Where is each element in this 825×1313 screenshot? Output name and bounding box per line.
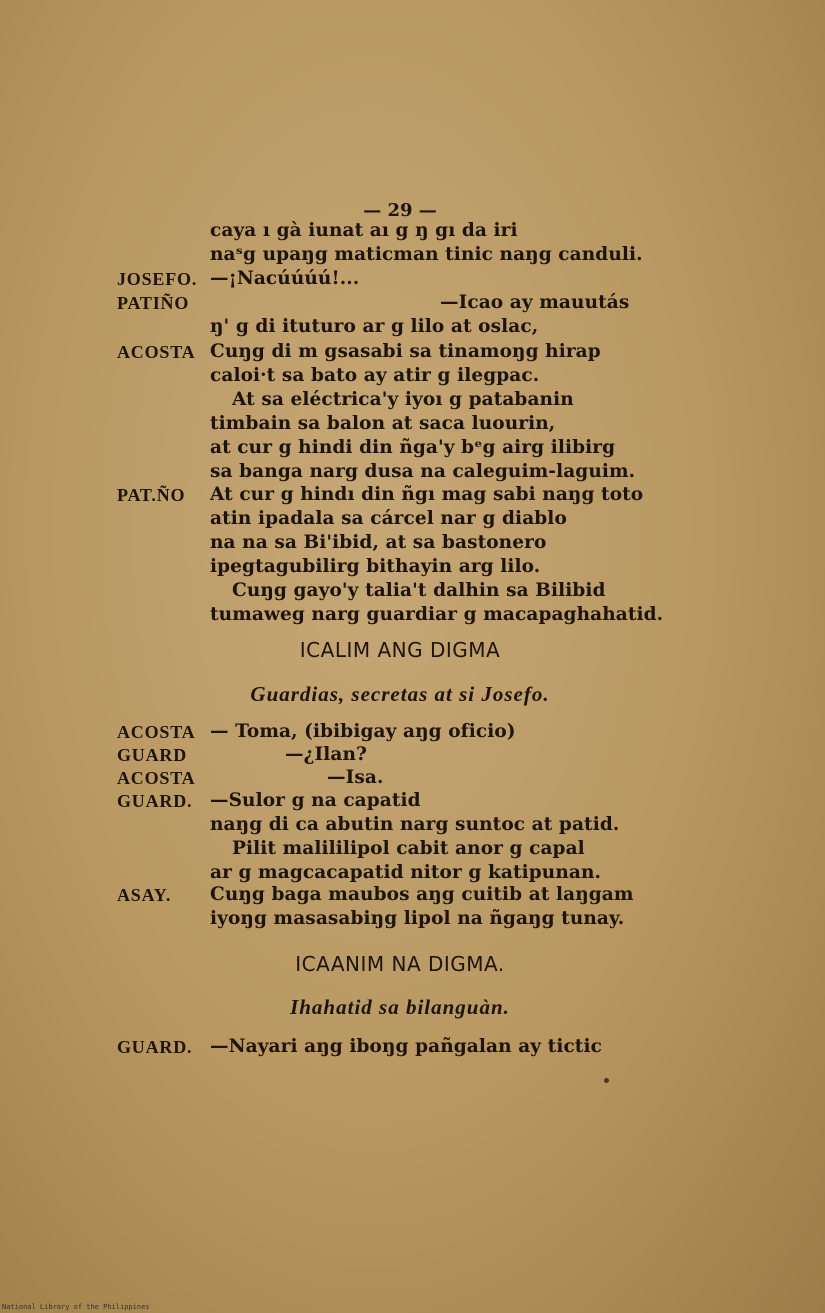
library-credit: National Library of the Philippines — [2, 1303, 150, 1311]
speaker-name: PATIÑO — [117, 293, 190, 313]
verse-line: iyoŋg masasabiŋg lipol na ñgaŋg tunay. — [210, 908, 625, 929]
paper-speck — [604, 1078, 609, 1083]
verse-line: —Icao ay mauutás — [440, 292, 630, 313]
verse-line: na na sa Bi'ibid, at sa bastonero — [210, 532, 547, 553]
verse-line: —Nayari aŋg iboŋg pañgalan ay tictic — [210, 1036, 602, 1057]
verse-line: caya ı gà iunat aı g ŋ gı da iri — [210, 220, 518, 241]
verse-line: —Isa. — [327, 767, 384, 788]
stage-direction: Ihahatid sa bilanguàn. — [290, 995, 510, 1019]
verse-line: ipegtagubilirg bithayin arg lilo. — [210, 556, 541, 577]
verse-line: Cuŋg baga maubos aŋg cuitib at laŋgam — [210, 884, 634, 905]
verse-line: Cuŋg gayo'y talia't dalhin sa Bilibid — [232, 580, 606, 601]
verse-line: Pilit malililipol cabit anor g capal — [232, 838, 585, 859]
speaker-name: GUARD. — [117, 791, 193, 811]
speaker-name: ACOSTA — [117, 722, 196, 742]
speaker-name: ASAY. — [117, 885, 172, 905]
verse-line: naŋg di ca abutin narg suntoc at patid. — [210, 814, 620, 835]
verse-line: naˢg upaŋg maticman tinic naŋg canduli. — [210, 244, 643, 265]
speaker-name: ACOSTA — [117, 342, 196, 362]
scene-heading: ICAANIM NA DIGMA. — [295, 952, 505, 976]
verse-line: at cur g hindi din ñga'y bᵉg airg ilibirg — [210, 437, 616, 458]
stage-direction: Guardias, secretas at si Josefo. — [250, 682, 550, 706]
verse-line: timbain sa balon at saca luourin, — [210, 413, 556, 434]
verse-line: Cuŋg di m gsasabi sa tinamoŋg hirap — [210, 341, 601, 362]
verse-line: ŋ' g di ituturo ar g lilo at oslac, — [210, 316, 539, 337]
verse-line: —¿Ilan? — [285, 744, 367, 765]
speaker-name: GUARD — [117, 745, 187, 765]
verse-line: At cur g hindı din ñgı mag sabi naŋg toto — [210, 484, 644, 505]
verse-line: —Sulor g na capatid — [210, 790, 421, 811]
verse-line: — Toma, (ibibigay aŋg oficio) — [210, 721, 516, 742]
speaker-name: PAT.ÑO — [117, 485, 186, 505]
scene-heading: ICALIM ANG DIGMA — [299, 638, 501, 662]
verse-line: At sa eléctrica'y iyoı g patabanin — [232, 389, 574, 410]
verse-line: caloi·t sa bato ay atir g ilegpac. — [210, 365, 540, 386]
speaker-name: JOSEFO. — [117, 269, 198, 289]
verse-line: sa banga narg dusa na caleguim-laguim. — [210, 461, 636, 482]
verse-line: atin ipadala sa cárcel nar g diablo — [210, 508, 567, 529]
page-number: — 29 — — [363, 200, 437, 221]
speaker-name: GUARD. — [117, 1037, 193, 1057]
speaker-name: ACOSTA — [117, 768, 196, 788]
verse-line: —¡Nacúúúú!... — [210, 268, 360, 289]
verse-line: ar g magcacapatid nitor g katipunan. — [210, 862, 602, 883]
verse-line: tumaweg narg guardiar g macapaghahatid. — [210, 604, 664, 625]
